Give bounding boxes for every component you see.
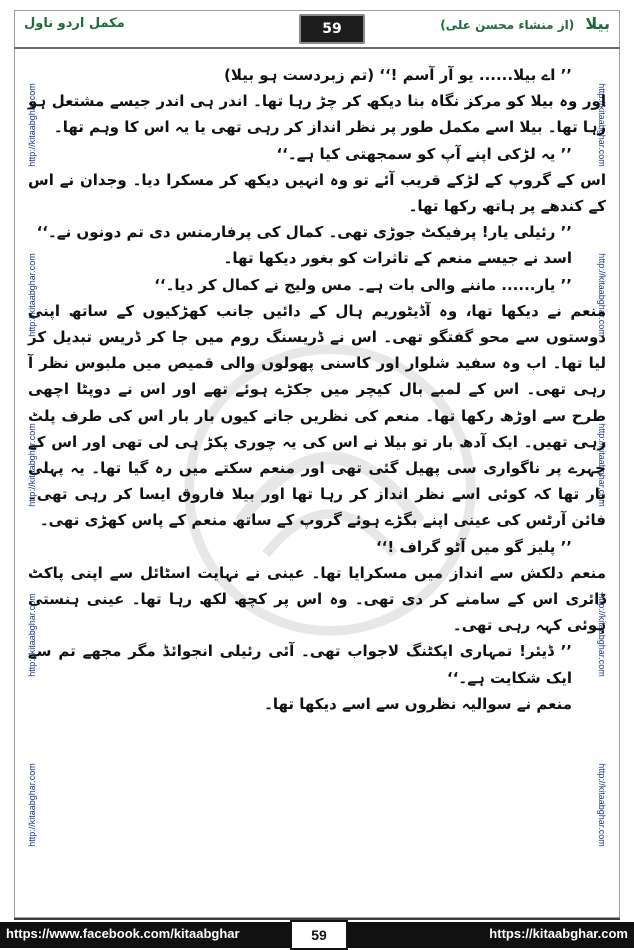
paragraph: ’’ رئیلی یار! پرفیکٹ جوڑی تھی۔ کمال کی پرفارمنس دی تم دونوں نے۔‘‘ [36, 223, 572, 242]
paragraph: منعم نے دیکھا تھا، وہ آڈیٹوریم ہال کے دائیں جانب کھڑکیوں کے ساتھ اپنی دوستوں سے محو گفتگو تھی۔ اس نے ڈریسنگ روم میں جا کر ڈریس تبدیل کر لیا تھا۔ اب وہ سفید شلوار اور کاسنی پھولوں والی قمیص میں ملبوس نظر آ رہی تھی۔ اس کے لمبے بال کیچر میں جکڑے ہوئے تھے اور اس نے دوپٹا اچھی طرح سے اوڑھ رکھا تھا۔ منعم کی نظریں جانے کیوں بار بار اس کی طرف پلٹ رہی تھیں۔ ایک آدھ بار تو بیلا نے اس کی یہ چوری پکڑ ہی لی تھی اور اس کے چہرے پر ناگواری سی پھیل گئی تھی اور منعم سکتے میں رہ گیا تھا۔ یہ پہلی بار تھا کہ کوئی اسے نظر انداز کر رہا تھا اور بیلا فاروق ایسا کر رہی تھی۔ فائن آرٹس کی عینی اپنے بگڑے ہوئے گروپ کے ساتھ منعم کے پاس کھڑی تھی۔ [28, 301, 606, 530]
website-link[interactable]: https://kitaabghar.com [489, 926, 628, 941]
paragraph: اسد نے جیسے منعم کے تاثرات کو بغور دیکھا تھا۔ [223, 249, 572, 268]
header-page-number: 59 [299, 14, 365, 44]
category-label: مکمل اردو ناول [24, 16, 125, 31]
facebook-link[interactable]: https://www.facebook.com/kitaabghar [6, 926, 240, 941]
paragraph: اور وہ بیلا کو مرکز نگاہ بنا دیکھ کر چڑ رہا تھا۔ اندر ہی اندر جیسے مشتعل ہو رہا تھا۔ بیلا اسے مکمل طور پر نظر انداز کر رہی تھی یا یہ اس کا وہم تھا۔ [28, 92, 606, 137]
side-url-right: http://kitaabghar.com [597, 253, 607, 337]
page-footer [0, 922, 634, 948]
side-url-left: http://kitaabghar.com [27, 253, 37, 337]
novel-body-text [28, 62, 606, 717]
author-name: (از منشاء محسن علی) [440, 18, 575, 32]
paragraph: منعم نے سوالیہ نظروں سے اسے دیکھا تھا۔ [264, 694, 572, 713]
paragraph: ’’ یار...... ماننے والی بات ہے۔ مس ولیج نے کمال کر دیا۔‘‘ [154, 275, 572, 294]
side-url-left: http://kitaabghar.com [27, 83, 37, 167]
novel-title [440, 14, 610, 33]
footer-page-number: 59 [290, 920, 348, 950]
paragraph: ’’ یہ لڑکی اپنے آپ کو سمجھتی کیا ہے۔‘‘ [276, 144, 572, 163]
page-header [14, 10, 620, 48]
paragraph: ’’ پلیز گو میں آٹو گراف !‘‘ [375, 537, 572, 556]
paragraph: منعم دلکش سے انداز میں مسکرایا تھا۔ عینی نے نہایت اسٹائل سے اپنی پاکٹ ڈائری اس کے سامنے کر دی تھی۔ وہ اس پر کچھ لکھ رہا تھا۔ عینی ہنستی ہوئی کہہ رہی تھی۔ [28, 563, 606, 635]
side-url-left: http://kitaabghar.com [27, 593, 37, 677]
side-url-right: http://kitaabghar.com [597, 763, 607, 847]
side-url-left: http://kitaabghar.com [27, 423, 37, 507]
paragraph: ’’ اے بیلا...... یو آر آسم !‘‘ (تم زبردست ہو بیلا) [224, 66, 572, 84]
side-url-right: http://kitaabghar.com [597, 423, 607, 507]
side-url-right: http://kitaabghar.com [597, 593, 607, 677]
paragraph: اس کے گروپ کے لڑکے قریب آئے تو وہ انہیں دیکھ کر مسکرا دیا۔ وجدان نے اس کے کندھے پر ہاتھ رکھا تھا۔ [28, 170, 606, 216]
header-divider [14, 47, 620, 49]
paragraph: ’’ ڈیئر! تمہاری ایکٹنگ لاجواب تھی۔ آئی رئیلی انجوائڈ مگر مجھے تم سے ایک شکایت ہے۔‘‘ [28, 642, 572, 687]
side-url-right: http://kitaabghar.com [597, 83, 607, 167]
novel-name: بیلا [585, 14, 610, 33]
side-url-left: http://kitaabghar.com [27, 763, 37, 847]
